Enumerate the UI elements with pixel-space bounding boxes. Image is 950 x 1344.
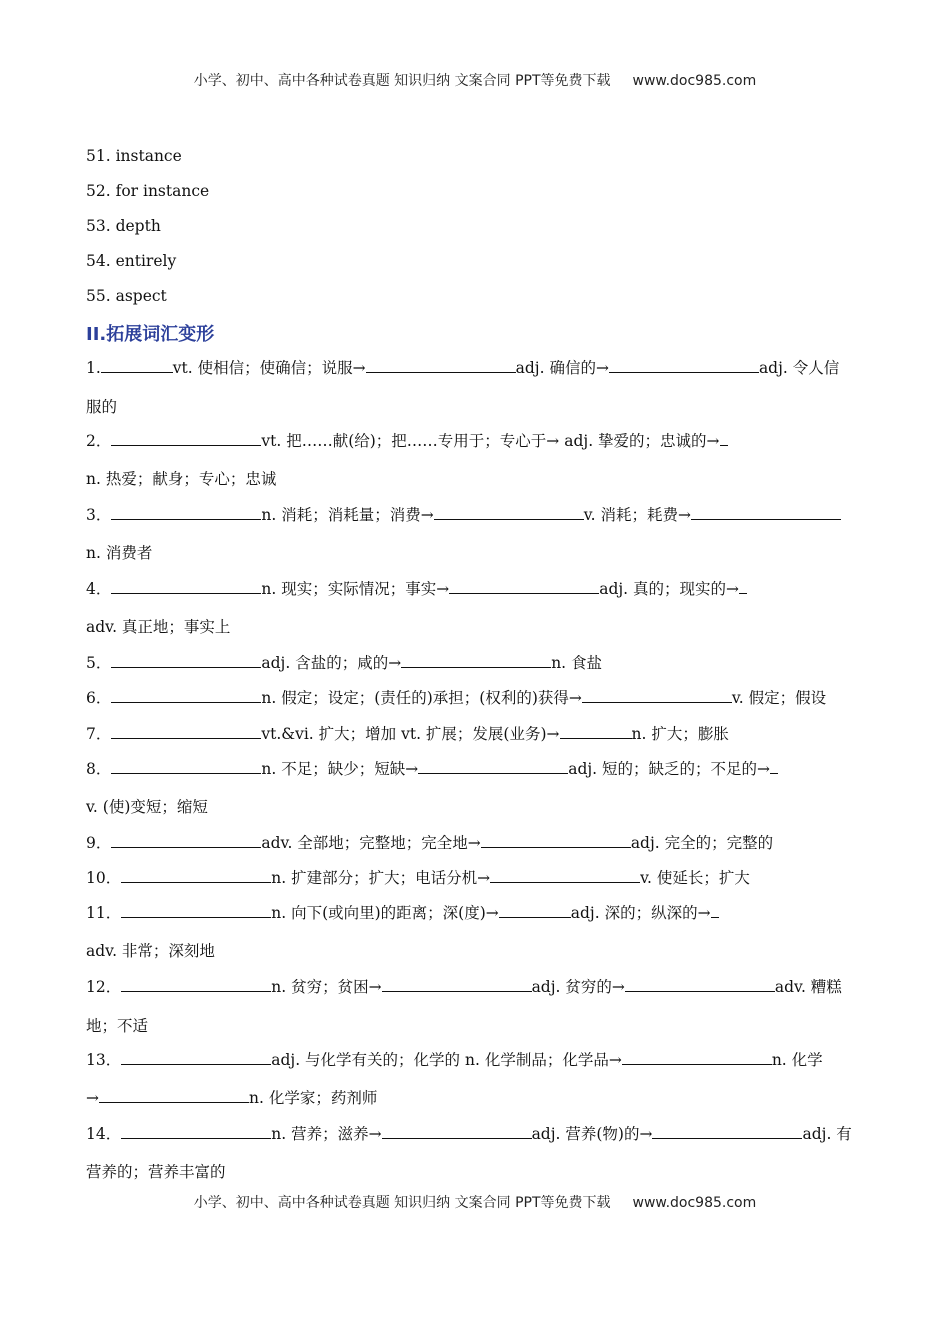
- item-number: 9．: [86, 834, 112, 852]
- section-title: II.拓展词汇变形: [86, 324, 215, 345]
- item-text: adj. 令人信: [758, 359, 840, 377]
- answer-blank[interactable]: [434, 505, 584, 520]
- item-text: adv. 糟糕: [774, 978, 842, 996]
- item-text: adj. 贫穷的→: [531, 978, 625, 996]
- item-text: v. 消耗；耗费→: [583, 506, 691, 524]
- exercise-item-14: [86, 1124, 852, 1144]
- item-number: 3．: [86, 506, 112, 524]
- answer-blank[interactable]: [490, 868, 640, 883]
- answer-blank[interactable]: [111, 653, 261, 668]
- answer-blank[interactable]: [625, 977, 775, 992]
- answer-blank[interactable]: [121, 977, 271, 992]
- answer-blank[interactable]: [582, 688, 732, 703]
- answer-blank[interactable]: [366, 358, 516, 373]
- exercise-item-13: [86, 1050, 823, 1070]
- answer-blank[interactable]: [111, 759, 261, 774]
- item-number: 8．: [86, 760, 112, 778]
- exercise-item-9: [86, 833, 773, 853]
- answer-blank[interactable]: [401, 653, 551, 668]
- answer-blank[interactable]: [739, 579, 747, 594]
- page-header: [0, 70, 950, 90]
- item-text: n. 食盐: [551, 654, 603, 672]
- answer-blank[interactable]: [560, 724, 632, 739]
- answer-blank[interactable]: [609, 358, 759, 373]
- header-site: www.doc985.com: [632, 73, 757, 89]
- answer-blank[interactable]: [111, 505, 261, 520]
- item-text: adj. 含盐的；咸的→: [261, 654, 402, 672]
- header-text: 小学、初中、高中各种试卷真题 知识归纳 文案合同 PPT等免费下载: [193, 73, 611, 89]
- answer-blank[interactable]: [382, 977, 532, 992]
- item-text: n. 向下(或向里)的距离；深(度)→: [271, 904, 499, 922]
- exercise-item-6: [86, 688, 826, 708]
- answer-blank[interactable]: [121, 1050, 271, 1065]
- exercise-item-8: [86, 759, 778, 779]
- footer-site: www.doc985.com: [632, 1195, 757, 1211]
- answer-blank[interactable]: [499, 903, 571, 918]
- item-number: 4．: [86, 580, 112, 598]
- item-text: adj. 确信的→: [515, 359, 609, 377]
- item-continuation: adv. 非常；深刻地: [86, 942, 215, 960]
- answer-blank[interactable]: [720, 431, 728, 446]
- item-text: adj. 营养(物)的→: [531, 1125, 653, 1143]
- word-list-item: 51. instance: [86, 147, 182, 165]
- item-continuation: [86, 1088, 377, 1108]
- word-list-item: 52. for instance: [86, 182, 210, 200]
- answer-blank[interactable]: [111, 724, 261, 739]
- answer-blank[interactable]: [652, 1124, 802, 1139]
- item-number: 2．: [86, 432, 112, 450]
- answer-blank[interactable]: [382, 1124, 532, 1139]
- answer-blank[interactable]: [121, 868, 271, 883]
- answer-blank[interactable]: [111, 688, 261, 703]
- exercise-item-4: [86, 579, 747, 599]
- exercise-item-10: [86, 868, 750, 888]
- footer-text: 小学、初中、高中各种试卷真题 知识归纳 文案合同 PPT等免费下载: [193, 1195, 611, 1211]
- item-number: 7．: [86, 725, 112, 743]
- answer-blank[interactable]: [711, 903, 719, 918]
- item-text: n. 扩大；膨胀: [631, 725, 729, 743]
- word-list-item: 55. aspect: [86, 287, 167, 305]
- exercise-item-7: [86, 724, 729, 744]
- exercise-item-3: [86, 505, 841, 525]
- item-number: 10．: [86, 869, 122, 887]
- arrow-text: →: [86, 1089, 99, 1107]
- item-continuation: 服的: [86, 398, 118, 416]
- item-number: 13．: [86, 1051, 122, 1069]
- item-text: v. 使延长；扩大: [640, 869, 750, 887]
- item-continuation: v. (使)变短；缩短: [86, 798, 208, 816]
- item-text: adj. 真的；现实的→: [599, 580, 740, 598]
- item-number: 14．: [86, 1125, 122, 1143]
- exercise-item-2: [86, 431, 728, 451]
- exercise-item-5: [86, 653, 602, 673]
- answer-blank[interactable]: [121, 903, 271, 918]
- item-continuation: n. 热爱；献身；专心；忠诚: [86, 470, 277, 488]
- answer-blank[interactable]: [121, 1124, 271, 1139]
- item-text: adj. 完全的；完整的: [630, 834, 774, 852]
- exercise-item-12: [86, 977, 842, 997]
- item-text: adv. 全部地；完整地；完全地→: [261, 834, 481, 852]
- answer-blank[interactable]: [111, 579, 261, 594]
- item-text: adj. 短的；缺乏的；不足的→: [568, 760, 771, 778]
- answer-blank[interactable]: [481, 833, 631, 848]
- exercise-item-11: [86, 903, 719, 923]
- page-footer: [0, 1192, 950, 1212]
- answer-blank[interactable]: [449, 579, 599, 594]
- item-text: n. 消耗；消耗量；消费→: [261, 506, 434, 524]
- answer-blank[interactable]: [691, 505, 841, 520]
- item-number: 6．: [86, 689, 112, 707]
- answer-blank[interactable]: [111, 431, 261, 446]
- item-text: adj. 深的；纵深的→: [570, 904, 711, 922]
- item-text: vt.&vi. 扩大；增加 vt. 扩展；发展(业务)→: [261, 725, 560, 743]
- answer-blank[interactable]: [101, 358, 173, 373]
- item-text: n. 扩建部分；扩大；电话分机→: [271, 869, 491, 887]
- word-list-item: 53. depth: [86, 217, 161, 235]
- item-text: n. 假定；设定；(责任的)承担；(权利的)获得→: [261, 689, 582, 707]
- item-number: 5．: [86, 654, 112, 672]
- item-continuation: 地；不适: [86, 1017, 149, 1035]
- item-text: n. 贫穷；贫困→: [271, 978, 382, 996]
- word-list-item: 54. entirely: [86, 252, 177, 270]
- answer-blank[interactable]: [622, 1050, 772, 1065]
- item-continuation: n. 消费者: [86, 544, 153, 562]
- item-text: n. 化学家；药剂师: [249, 1089, 378, 1107]
- answer-blank[interactable]: [111, 833, 261, 848]
- item-text: vt. 把……献(给)；把……专用于；专心于→ adj. 挚爱的；忠诚的→: [261, 432, 720, 450]
- item-continuation: adv. 真正地；事实上: [86, 618, 231, 636]
- exercise-item-1: [86, 358, 839, 378]
- answer-blank[interactable]: [770, 759, 778, 774]
- item-number: 12．: [86, 978, 122, 996]
- item-continuation: 营养的；营养丰富的: [86, 1163, 226, 1181]
- item-text: adj. 与化学有关的；化学的 n. 化学制品；化学品→: [271, 1051, 622, 1069]
- item-number: 11．: [86, 904, 122, 922]
- item-number: 1.: [86, 359, 101, 377]
- item-text: adj. 有: [802, 1125, 852, 1143]
- item-text: n. 不足；缺少；短缺→: [261, 760, 419, 778]
- item-text: n. 化学: [771, 1051, 823, 1069]
- item-text: vt. 使相信；使确信；说服→: [172, 359, 366, 377]
- item-text: n. 现实；实际情况；事实→: [261, 580, 450, 598]
- item-text: v. 假定；假设: [731, 689, 827, 707]
- item-text: n. 营养；滋养→: [271, 1125, 382, 1143]
- answer-blank[interactable]: [99, 1088, 249, 1103]
- answer-blank[interactable]: [418, 759, 568, 774]
